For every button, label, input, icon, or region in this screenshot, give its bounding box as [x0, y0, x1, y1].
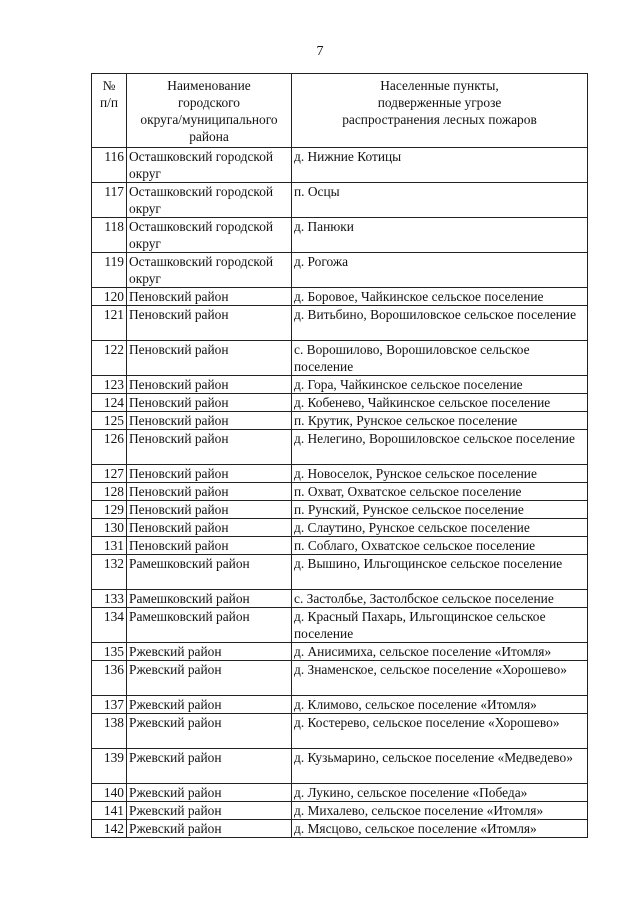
row-number: 118: [92, 218, 127, 253]
table-row: [92, 714, 588, 749]
table-row: [92, 253, 588, 288]
settlement-name: п. Крутик, Рунское сельское поселение: [292, 412, 588, 430]
table-row: [92, 501, 588, 519]
table-row: [92, 643, 588, 661]
district-name: Ржевский район: [127, 784, 292, 802]
district-name: Пеновский район: [127, 288, 292, 306]
settlement-name: д. Гора, Чайкинское сельское поселение: [292, 376, 588, 394]
row-number: 121: [92, 306, 127, 341]
table-row: [92, 148, 588, 183]
table-row: [92, 537, 588, 555]
settlement-name: д. Костерево, сельское поселение «Хорошево»: [292, 714, 588, 749]
row-number: 128: [92, 483, 127, 501]
header-name: Наименование городского округа/муниципального района: [127, 74, 292, 148]
district-name: Ржевский район: [127, 714, 292, 749]
settlement-name: д. Вышино, Ильгощинское сельское поселение: [292, 555, 588, 590]
district-name: Осташковский городской округ: [127, 218, 292, 253]
settlement-name: д. Климово, сельское поселение «Итомля»: [292, 696, 588, 714]
row-number: 119: [92, 253, 127, 288]
table-row: [92, 784, 588, 802]
settlement-name: д. Нелегино, Ворошиловское сельское поселение: [292, 430, 588, 465]
table-row: [92, 412, 588, 430]
row-number: 134: [92, 608, 127, 643]
settlement-name: д. Лукино, сельское поселение «Победа»: [292, 784, 588, 802]
row-number: 124: [92, 394, 127, 412]
district-name: Пеновский район: [127, 306, 292, 341]
settlement-name: д. Знаменское, сельское поселение «Хорошево»: [292, 661, 588, 696]
row-number: 130: [92, 519, 127, 537]
header-places: Населенные пункты, подверженные угрозе распространения лесных пожаров: [292, 74, 588, 148]
district-name: Осташковский городской округ: [127, 148, 292, 183]
settlement-name: д. Анисимиха, сельское поселение «Итомля»: [292, 643, 588, 661]
district-name: Пеновский район: [127, 465, 292, 483]
row-number: 131: [92, 537, 127, 555]
district-name: Ржевский район: [127, 661, 292, 696]
settlement-name: с. Ворошилово, Ворошиловское сельское поселение: [292, 341, 588, 376]
settlement-name: п. Осцы: [292, 183, 588, 218]
district-name: Пеновский район: [127, 430, 292, 465]
district-name: Пеновский район: [127, 483, 292, 501]
row-number: 117: [92, 183, 127, 218]
settlement-name: д. Рогожа: [292, 253, 588, 288]
settlement-name: д. Мясцово, сельское поселение «Итомля»: [292, 820, 588, 838]
district-name: Рамешковский район: [127, 590, 292, 608]
settlement-name: д. Кузьмарино, сельское поселение «Медведево»: [292, 749, 588, 784]
district-name: Ржевский район: [127, 802, 292, 820]
row-number: 140: [92, 784, 127, 802]
table-row: [92, 802, 588, 820]
table-row: [92, 465, 588, 483]
district-name: Рамешковский район: [127, 608, 292, 643]
district-name: Осташковский городской округ: [127, 183, 292, 218]
settlement-name: д. Витьбино, Ворошиловское сельское поселение: [292, 306, 588, 341]
table-row: [92, 661, 588, 696]
row-number: 125: [92, 412, 127, 430]
row-number: 136: [92, 661, 127, 696]
row-number: 123: [92, 376, 127, 394]
settlement-name: с. Застолбье, Застолбское сельское поселение: [292, 590, 588, 608]
settlement-name: д. Красный Пахарь, Ильгощинское сельское поселение: [292, 608, 588, 643]
settlement-name: д. Михалево, сельское поселение «Итомля»: [292, 802, 588, 820]
settlement-name: п. Охват, Охватское сельское поселение: [292, 483, 588, 501]
district-name: Осташковский городской округ: [127, 253, 292, 288]
district-name: Пеновский район: [127, 412, 292, 430]
table-row: [92, 608, 588, 643]
settlement-name: д. Боровое, Чайкинское сельское поселение: [292, 288, 588, 306]
table-row: [92, 820, 588, 838]
header-num: № п/п: [92, 74, 127, 148]
table-row: [92, 306, 588, 341]
row-number: 137: [92, 696, 127, 714]
district-name: Рамешковский район: [127, 555, 292, 590]
table-row: [92, 218, 588, 253]
row-number: 133: [92, 590, 127, 608]
row-number: 138: [92, 714, 127, 749]
table-row: [92, 555, 588, 590]
table-row: [92, 590, 588, 608]
settlement-name: п. Соблаго, Охватское сельское поселение: [292, 537, 588, 555]
table-row: [92, 519, 588, 537]
settlement-name: п. Рунский, Рунское сельское поселение: [292, 501, 588, 519]
district-name: Пеновский район: [127, 376, 292, 394]
settlement-name: д. Панюки: [292, 218, 588, 253]
district-name: Пеновский район: [127, 501, 292, 519]
district-name: Ржевский район: [127, 696, 292, 714]
table-row: [92, 749, 588, 784]
row-number: 129: [92, 501, 127, 519]
row-number: 132: [92, 555, 127, 590]
district-name: Ржевский район: [127, 643, 292, 661]
district-name: Ржевский район: [127, 820, 292, 838]
table-row: [92, 288, 588, 306]
district-name: Пеновский район: [127, 537, 292, 555]
settlement-name: д. Слаутино, Рунское сельское поселение: [292, 519, 588, 537]
row-number: 142: [92, 820, 127, 838]
row-number: 120: [92, 288, 127, 306]
page-number: 7: [316, 44, 324, 59]
settlements-table: [91, 73, 588, 838]
table-row: [92, 394, 588, 412]
row-number: 126: [92, 430, 127, 465]
table-body: [92, 148, 588, 838]
row-number: 135: [92, 643, 127, 661]
table-row: [92, 341, 588, 376]
row-number: 141: [92, 802, 127, 820]
row-number: 122: [92, 341, 127, 376]
settlement-name: д. Нижние Котицы: [292, 148, 588, 183]
settlement-name: д. Новоселок, Рунское сельское поселение: [292, 465, 588, 483]
district-name: Пеновский район: [127, 341, 292, 376]
row-number: 127: [92, 465, 127, 483]
table-header-row: [92, 74, 588, 148]
table-row: [92, 483, 588, 501]
table-row: [92, 376, 588, 394]
table-row: [92, 696, 588, 714]
district-name: Пеновский район: [127, 519, 292, 537]
district-name: Ржевский район: [127, 749, 292, 784]
table-row: [92, 430, 588, 465]
row-number: 116: [92, 148, 127, 183]
row-number: 139: [92, 749, 127, 784]
district-name: Пеновский район: [127, 394, 292, 412]
settlement-name: д. Кобенево, Чайкинское сельское поселение: [292, 394, 588, 412]
table-row: [92, 183, 588, 218]
